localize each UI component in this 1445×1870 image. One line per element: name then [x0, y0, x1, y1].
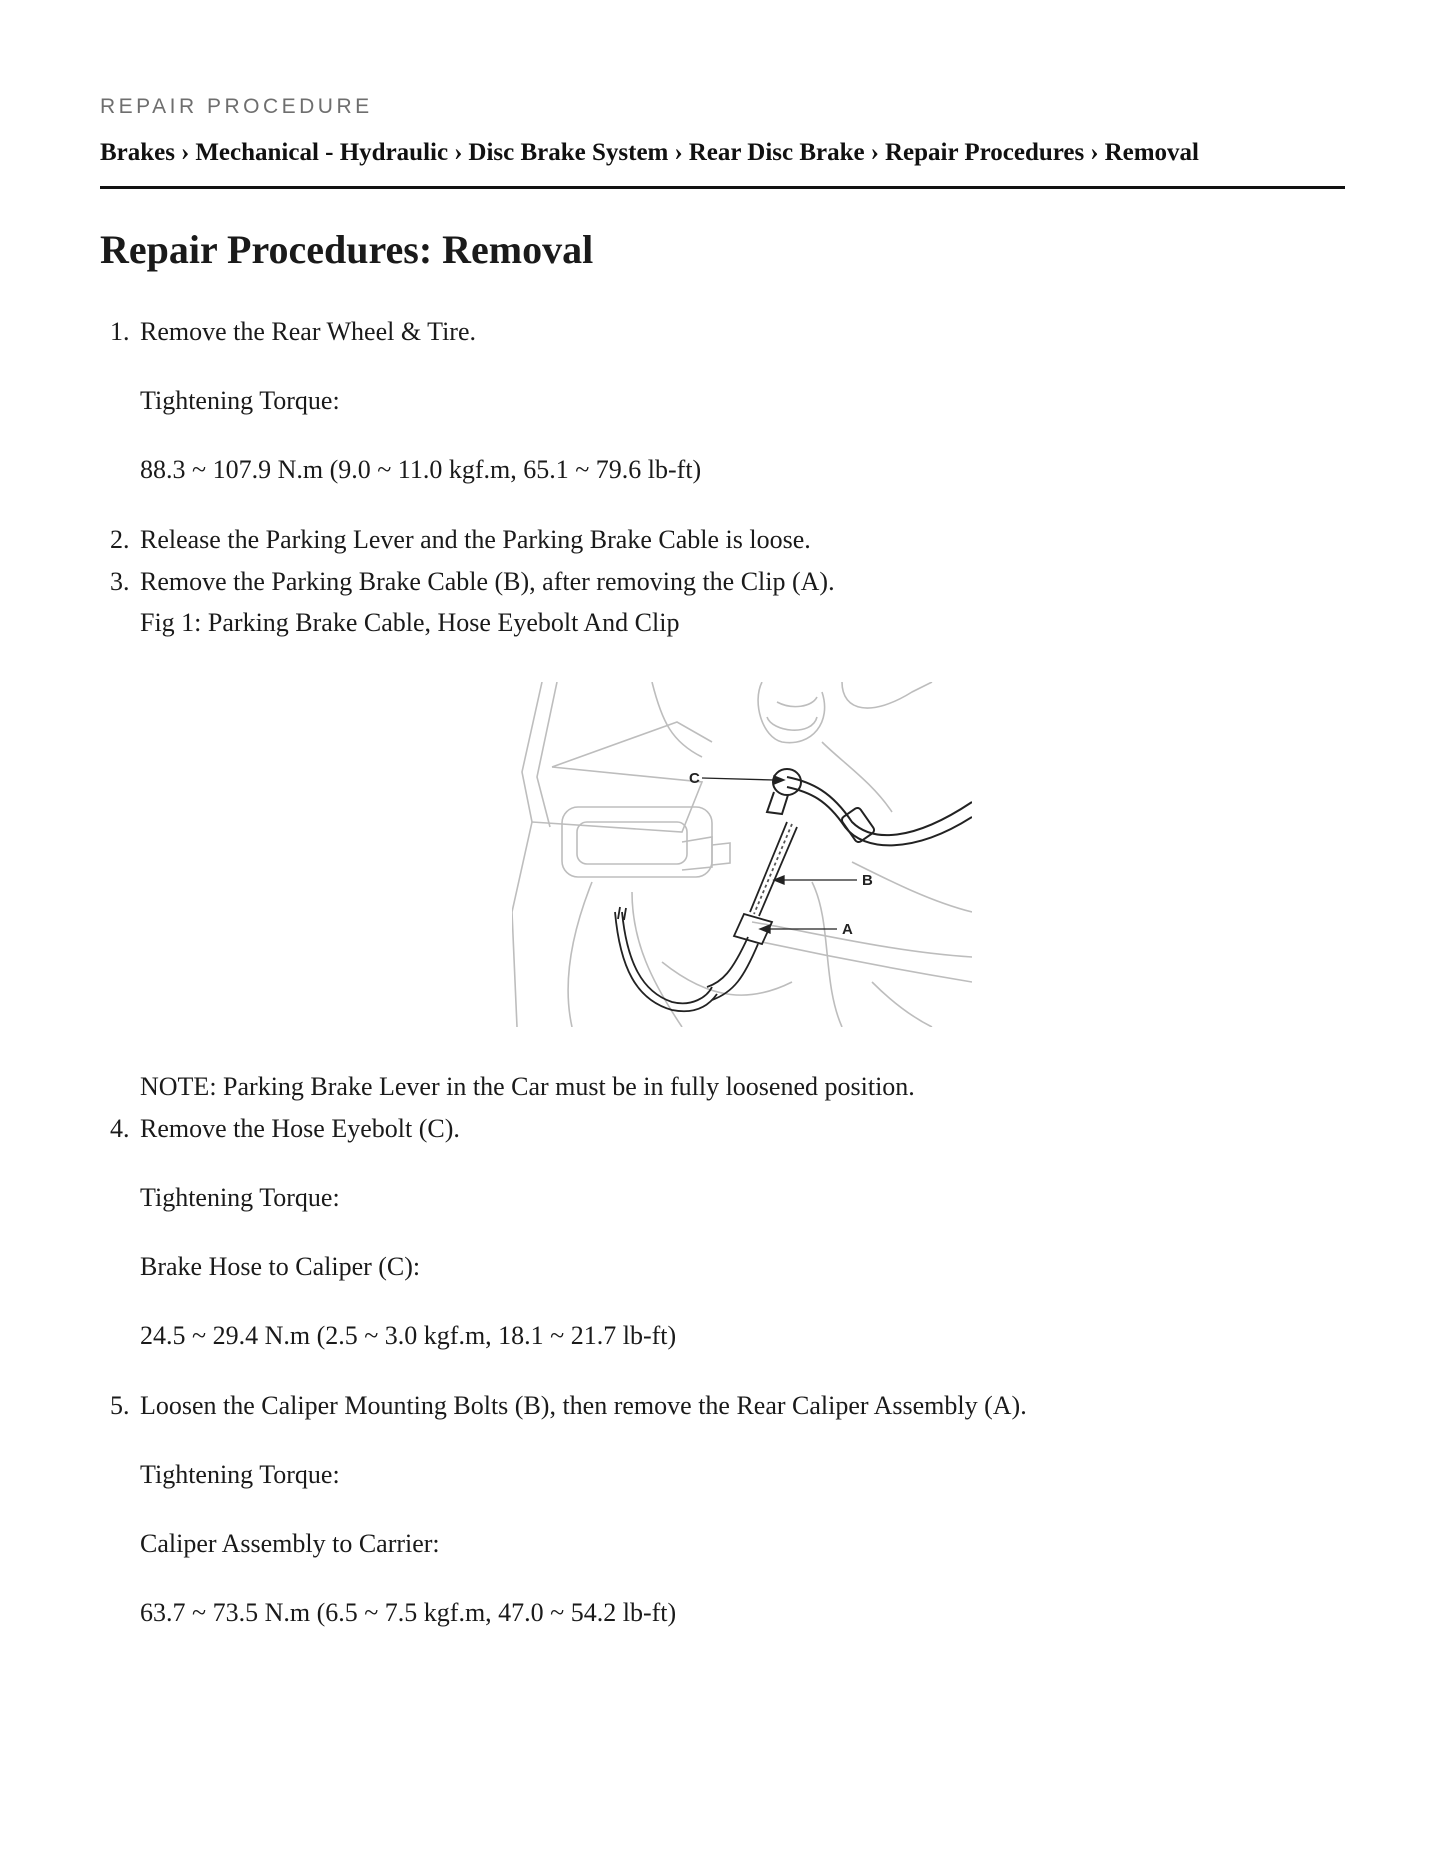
breadcrumb-item-rear-disc-brake[interactable]: Rear Disc Brake — [688, 139, 865, 166]
step-3 — [110, 566, 835, 598]
step-1 — [110, 316, 477, 348]
breadcrumb-item-brakes[interactable]: Brakes — [100, 139, 175, 166]
step-text: Release the Parking Lever and the Parking Brake Cable is loose. — [140, 525, 811, 554]
step-number: 4. — [110, 1114, 130, 1143]
step-note: NOTE: Parking Brake Lever in the Car must be in fully loosened position. — [140, 1072, 915, 1101]
step-text: Remove the Hose Eyebolt (C). — [140, 1114, 460, 1143]
torque-value: 63.7 ~ 73.5 N.m (6.5 ~ 7.5 kgf.m, 47.0 ~ 54.2 lb-ft) — [140, 1598, 677, 1627]
breadcrumb-item-disc-brake-system[interactable]: Disc Brake System — [468, 139, 669, 166]
breadcrumb-separator: › — [454, 139, 463, 166]
breadcrumb-item-removal: Removal — [1104, 139, 1199, 166]
step-number: 2. — [110, 525, 130, 554]
breadcrumb-separator: › — [674, 139, 683, 166]
torque-value: 88.3 ~ 107.9 N.m (9.0 ~ 11.0 kgf.m, 65.1 ~ 79.6 lb-ft) — [140, 455, 702, 484]
figure-label-b: B — [862, 872, 873, 889]
figure-label-c: C — [689, 770, 700, 787]
breadcrumb — [100, 139, 1199, 167]
step-text: Remove the Rear Wheel & Tire. — [140, 317, 477, 346]
page-title: Repair Procedures: Removal — [100, 227, 594, 272]
torque-label: Tightening Torque: — [140, 1183, 340, 1212]
parking-brake-cable-illustration — [512, 682, 972, 1027]
breadcrumb-item-repair-procedures[interactable]: Repair Procedures — [884, 139, 1085, 166]
step-number: 1. — [110, 317, 130, 346]
breadcrumb-item-mechanical-hydraulic[interactable]: Mechanical - Hydraulic — [195, 139, 449, 166]
step-number: 5. — [110, 1391, 130, 1420]
breadcrumb-separator: › — [1090, 139, 1099, 166]
figure-caption: Fig 1: Parking Brake Cable, Hose Eyebolt And Clip — [140, 608, 680, 637]
step-2 — [110, 524, 811, 556]
step-number: 3. — [110, 567, 130, 596]
torque-value: 24.5 ~ 29.4 N.m (2.5 ~ 3.0 kgf.m, 18.1 ~ 21.7 lb-ft) — [140, 1321, 677, 1350]
step-text: Loosen the Caliper Mounting Bolts (B), then remove the Rear Caliper Assembly (A). — [140, 1391, 1027, 1420]
figure-label-a: A — [842, 921, 853, 938]
breadcrumb-separator: › — [181, 139, 190, 166]
step-5 — [110, 1390, 1027, 1422]
torque-item: Caliper Assembly to Carrier: — [140, 1529, 440, 1558]
step-text: Remove the Parking Brake Cable (B), after removing the Clip (A). — [140, 567, 835, 596]
breadcrumb-separator: › — [870, 139, 879, 166]
step-4 — [110, 1113, 460, 1145]
parking-brake-cable-figure — [512, 682, 972, 1027]
section-kicker: REPAIR PROCEDURE — [100, 95, 373, 118]
header-divider — [100, 186, 1345, 189]
torque-label: Tightening Torque: — [140, 386, 340, 415]
torque-item: Brake Hose to Caliper (C): — [140, 1252, 421, 1281]
torque-label: Tightening Torque: — [140, 1460, 340, 1489]
